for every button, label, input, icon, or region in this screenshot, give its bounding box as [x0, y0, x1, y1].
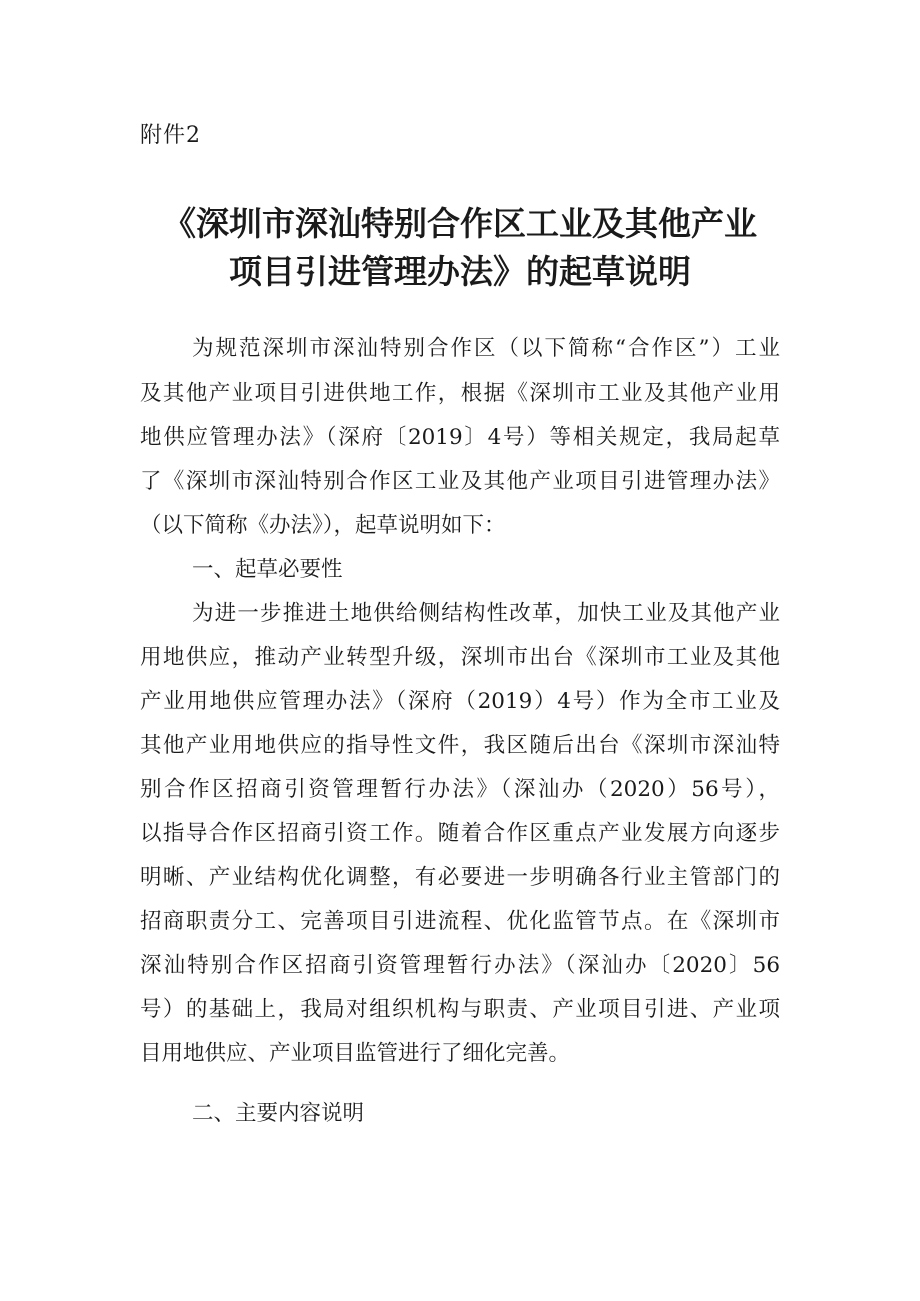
- body-line: 明晰、产业结构优化调整，有必要进一步明确各行业主管部门的: [140, 865, 780, 890]
- body-line: 号）的基础上，我局对组织机构与职责、产业项目引进、产业项: [140, 997, 780, 1022]
- body-line: 为规范深圳市深汕特别合作区（以下简称“合作区”）工业: [192, 336, 780, 361]
- body-line: 为进一步推进土地供给侧结构性改革，加快工业及其他产业: [192, 601, 780, 626]
- document-title-line-1: 《深圳市深汕特别合作区工业及其他产业: [163, 204, 757, 243]
- section-heading-2: 二、主要内容说明: [192, 1101, 365, 1126]
- body-line: 产业用地供应管理办法》（深府（2019）4号）作为全市工业及: [140, 689, 780, 714]
- section-heading-1: 一、起草必要性: [192, 557, 343, 582]
- body-line: 用地供应，推动产业转型升级，深圳市出台《深圳市工业及其他: [140, 645, 780, 670]
- body-line: （以下简称《办法》），起草说明如下：: [140, 513, 506, 538]
- document-title-line-2: 项目引进管理办法》的起草说明: [229, 252, 691, 291]
- body-line: 及其他产业项目引进供地工作，根据《深圳市工业及其他产业用: [140, 381, 780, 406]
- body-line: 招商职责分工、完善项目引进流程、优化监管节点。在《深圳市: [140, 909, 780, 934]
- body-line: 了《深圳市深汕特别合作区工业及其他产业项目引进管理办法》: [140, 469, 780, 494]
- body-line: 别合作区招商引资管理暂行办法》（深汕办（2020）56号），: [140, 777, 780, 802]
- body-line: 目用地供应、产业项目监管进行了细化完善。: [140, 1041, 571, 1066]
- body-line: 地供应管理办法》（深府〔2019〕4号）等相关规定，我局起草: [140, 425, 780, 450]
- body-line: 深汕特别合作区招商引资管理暂行办法》（深汕办〔2020〕56: [140, 953, 780, 978]
- attachment-label: 附件2: [140, 123, 201, 148]
- body-line: 其他产业用地供应的指导性文件，我区随后出台《深圳市深汕特: [140, 733, 780, 758]
- body-line: 以指导合作区招商引资工作。随着合作区重点产业发展方向逐步: [140, 821, 780, 846]
